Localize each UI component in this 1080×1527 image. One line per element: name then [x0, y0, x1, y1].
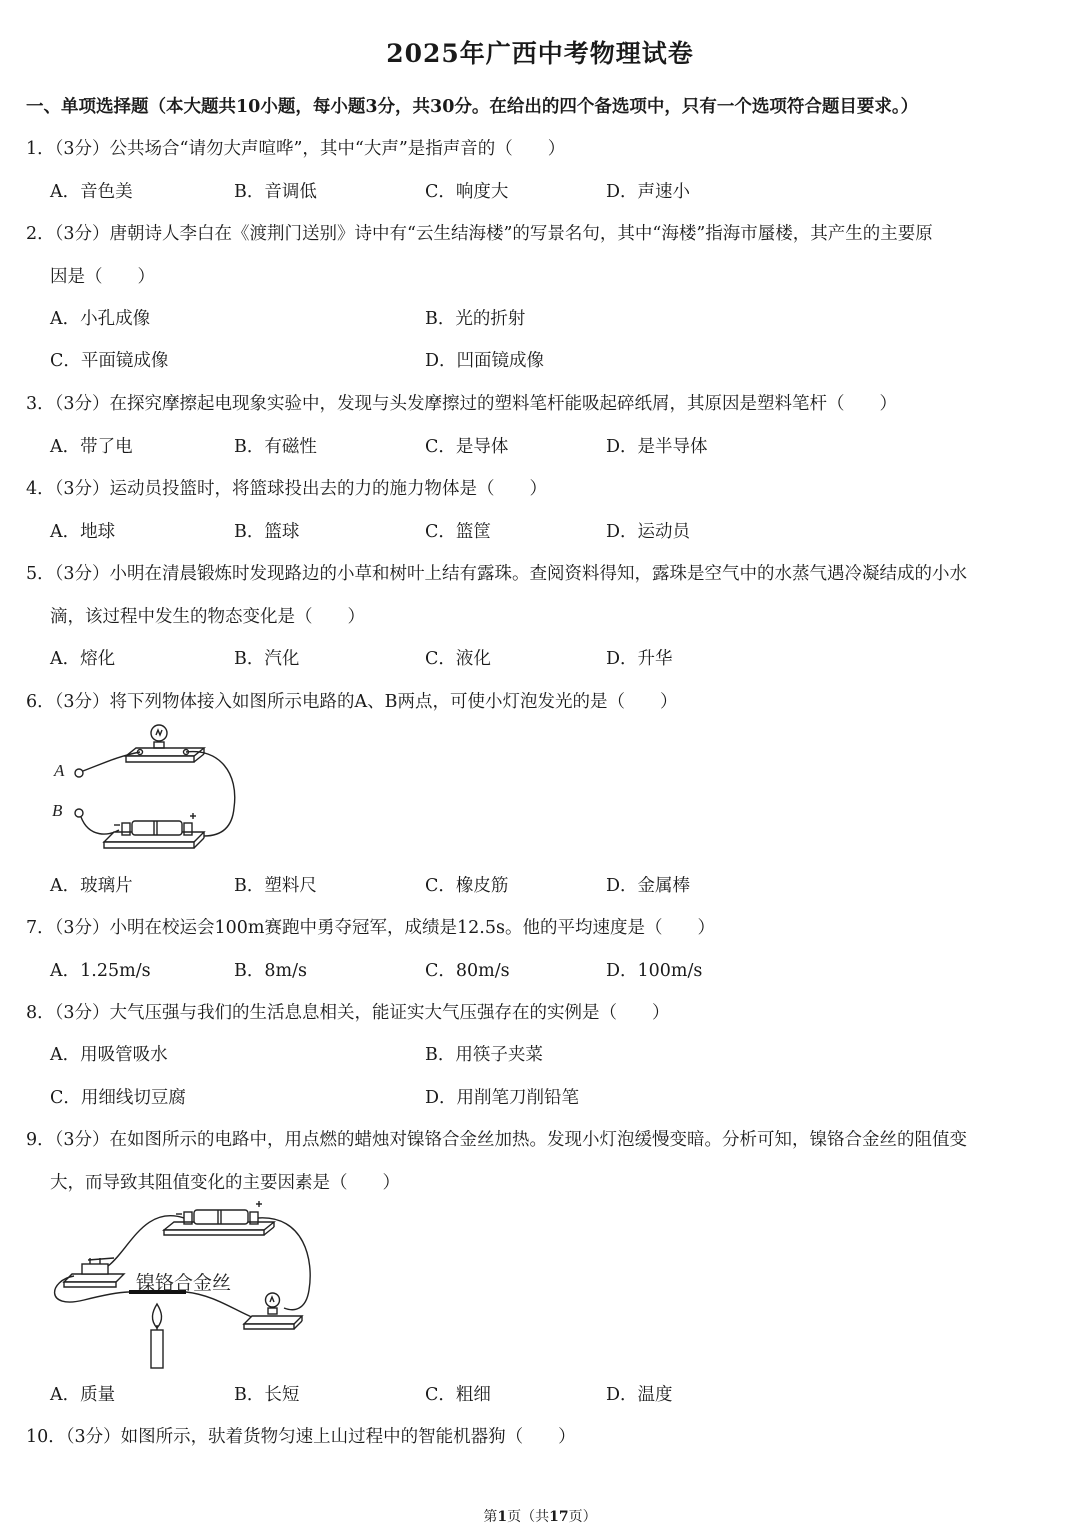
footer-total-pages: 17	[549, 1509, 569, 1525]
q2-option-a: A．小孔成像	[50, 309, 151, 329]
q7-option-c: C．80m/s	[425, 961, 510, 981]
q7-option-a: A．1.25m/s	[50, 961, 151, 981]
q7-option-d: D．100m/s	[606, 961, 703, 981]
q1-option-b: B．音调低	[234, 182, 317, 202]
nichrome-wire-label: 镍铬合金丝	[136, 1272, 232, 1294]
question-5-stem-cont: 滴，该过程中发生的物态变化是（ ）	[50, 607, 365, 627]
terminal-a-label: A	[54, 761, 65, 780]
circuit-figure-q6	[44, 718, 244, 863]
q1-option-c: C．响度大	[425, 182, 509, 202]
question-8-stem: 8．（3分）大气压强与我们的生活息息相关，能证实大气压强存在的实例是（ ）	[26, 1003, 670, 1023]
q8-option-a: A．用吸管吸水	[50, 1045, 168, 1065]
q6-option-d: D．金属棒	[606, 876, 691, 896]
q6-option-c: C．橡皮筋	[425, 876, 509, 896]
q7-option-b: B．8m/s	[234, 961, 307, 981]
circuit-figure-q9	[44, 1200, 324, 1372]
q4-option-c: C．篮筐	[425, 522, 491, 542]
q1-option-d: D．声速小	[606, 182, 691, 202]
question-5-stem: 5．（3分）小明在清晨锻炼时发现路边的小草和树叶上结有露珠。查阅资料得知，露珠是空气中的水蒸气遇冷凝结成的小水	[26, 564, 968, 584]
q4-option-b: B．篮球	[234, 522, 300, 542]
q6-option-a: A．玻璃片	[50, 876, 133, 896]
q9-option-a: A．质量	[50, 1385, 116, 1405]
footer-mid: 页（共	[507, 1509, 550, 1525]
q8-option-c: C．用细线切豆腐	[50, 1088, 186, 1108]
question-9-stem-cont: 大，而导致其阻值变化的主要因素是（ ）	[50, 1173, 400, 1193]
q5-option-b: B．汽化	[234, 649, 300, 669]
question-6-stem: 6．（3分）将下列物体接入如图所示电路的A、B两点，可使小灯泡发光的是（ ）	[26, 692, 678, 712]
q3-option-b: B．有磁性	[234, 437, 317, 457]
q3-option-d: D．是半导体	[606, 437, 708, 457]
question-1-stem: 1．（3分）公共场合“请勿大声喧哗”，其中“大声”是指声音的（ ）	[26, 139, 566, 159]
q9-option-c: C．粗细	[425, 1385, 491, 1405]
q2-option-c: C．平面镜成像	[50, 351, 169, 371]
q9-option-d: D．温度	[606, 1385, 673, 1405]
q8-option-b: B．用筷子夹菜	[425, 1045, 543, 1065]
question-4-stem: 4．（3分）运动员投篮时，将篮球投出去的力的施力物体是（ ）	[26, 479, 548, 499]
q5-option-c: C．液化	[425, 649, 491, 669]
footer-prefix: 第	[483, 1509, 498, 1525]
q3-option-a: A．带了电	[50, 437, 133, 457]
question-9-stem: 9．（3分）在如图所示的电路中，用点燃的蜡烛对镍铬合金丝加热。发现小灯泡缓慢变暗。分析可知，镍铬合金丝的阻值变	[26, 1130, 968, 1150]
question-2-stem: 2．（3分）唐朝诗人李白在《渡荆门送别》诗中有“云生结海楼”的写景名句，其中“海楼”指海市蜃楼，其产生的主要原	[26, 224, 933, 244]
section-heading: 一、单项选择题（本大题共10小题，每小题3分，共30分。在给出的四个备选项中，只有一个选项符合题目要求。）	[26, 97, 919, 117]
q9-option-b: B．长短	[234, 1385, 300, 1405]
q1-option-a: A．音色美	[50, 182, 133, 202]
q5-option-d: D．升华	[606, 649, 673, 669]
terminal-b-label: B	[52, 801, 63, 820]
q8-option-d: D．用削笔刀削铅笔	[425, 1088, 580, 1108]
q2-option-d: D．凹面镜成像	[425, 351, 545, 371]
q4-option-d: D．运动员	[606, 522, 691, 542]
question-7-stem: 7．（3分）小明在校运会100m赛跑中勇夺冠军，成绩是12.5s。他的平均速度是（ ）	[26, 918, 715, 938]
question-3-stem: 3．（3分）在探究摩擦起电现象实验中，发现与头发摩擦过的塑料笔杆能吸起碎纸屑，其原因是塑料笔杆（ ）	[26, 394, 898, 414]
q6-option-b: B．塑料尺	[234, 876, 317, 896]
question-10-stem: 10．（3分）如图所示，驮着货物匀速上山过程中的智能机器狗（ ）	[26, 1427, 576, 1447]
q4-option-a: A．地球	[50, 522, 116, 542]
question-2-stem-cont: 因是（ ）	[50, 267, 155, 287]
footer-page-number: 1	[497, 1509, 508, 1525]
footer-suffix: 页）	[568, 1509, 597, 1525]
page-footer	[0, 1506, 1080, 1526]
q2-option-b: B．光的折射	[425, 309, 526, 329]
q5-option-a: A．熔化	[50, 649, 116, 669]
q3-option-c: C．是导体	[425, 437, 509, 457]
page-title: 2025年广西中考物理试卷	[386, 39, 694, 68]
